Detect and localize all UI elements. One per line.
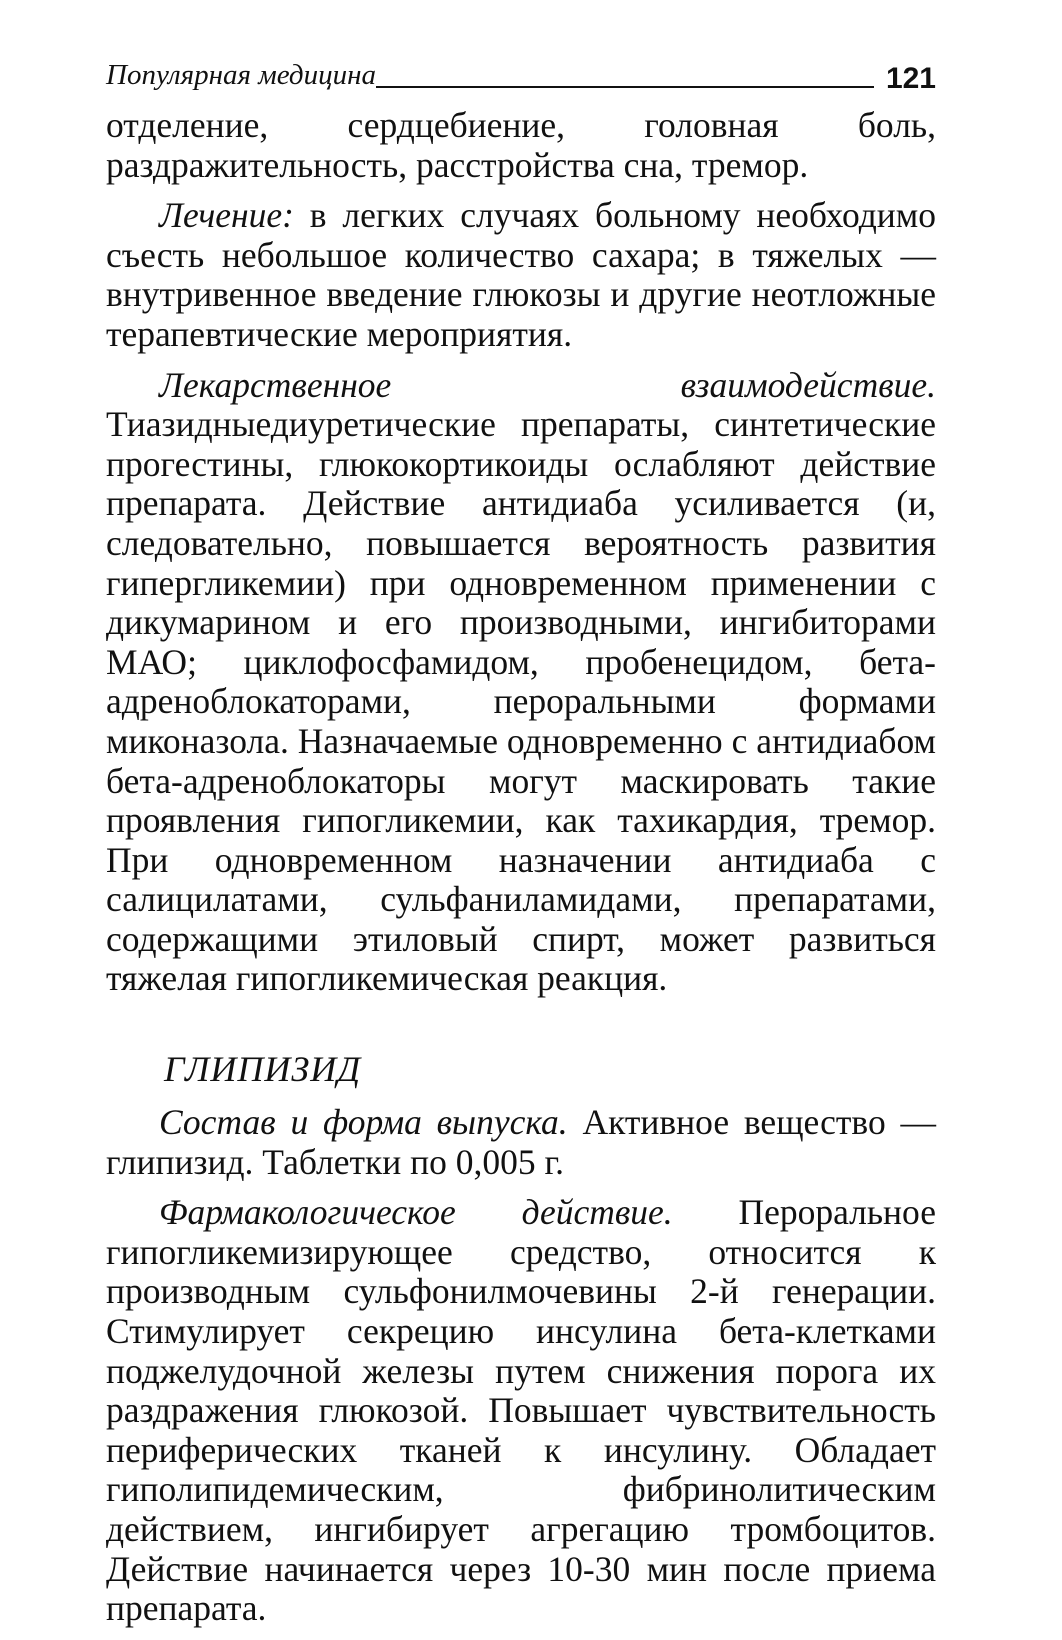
paragraph-lead: Состав и форма выпуска. [159,1102,568,1143]
page-body [106,106,936,1629]
running-header [106,48,936,94]
book-page [106,48,936,1640]
paragraph-pharmacology [106,1193,936,1629]
paragraph-lead: Лекарственное взаимодействие. [159,364,936,405]
page-number: 121 [885,62,936,95]
header-rule [376,85,874,88]
paragraph-lead: Фармакологическое действие. [159,1192,673,1233]
section-heading: ГЛИПИЗИД [164,1049,362,1090]
paragraph-composition [106,1103,936,1182]
running-title: Популярная медицина [106,59,376,91]
paragraph-text: Активное вещество — глипизид. Таблетки по 0,005 г. [106,1102,936,1182]
paragraph-text: отделение, сердцебиение, головная боль, раздражительность, расстройства сна, тремор. [106,105,936,185]
paragraph-text: Тиазидныедиуретические препараты, синтетические прогестины, глюкокортикоиды ослабляют действие препарата. Действие антидиаба усиливается (и, следовательно, повышается вероятность развития гипергликемии) при одновременном применении с дикумарином и его производными, ингибиторами МАО; циклофосфамидом, пробенецидом, бета-адреноблокаторами, пероральными формами миконазола. Назначаемые одновременно с антидиабом бета-адреноблокаторы могут маскировать такие проявления гипогликемии, как тахикардия, тремор. При одновременном назначении антидиаба с салицилатами, сульфаниламидами, препаратами, содержащими этиловый спирт, может развиться тяжелая гипогликемическая реакция. [106,404,936,999]
paragraph-drug-interaction [106,366,936,1000]
paragraph-treatment [106,196,936,354]
paragraph-lead: Лечение: [159,195,294,236]
paragraph-text: в легких случаях больному необходимо съесть небольшое количество сахара; в тяжелых — внутривенное введение глюкозы и другие неотложные терапевтические мероприятия. [106,195,936,354]
paragraph-text: Пероральное гипогликемизирующее средство, относится к производным сульфонилмочевины 2-й генерации. Стимулирует секрецию инсулина бета-клетками поджелудочной железы путем снижения порога их раздражения глюкозой. Повышает чувствительность периферических тканей к инсулину. Обладает гиполипидемическим, фибринолитическим действием, ингибирует агрегацию тромбоцитов. Действие начинается через 10-30 мин после приема препарата. [106,1192,936,1629]
paragraph-continuation [106,106,936,185]
